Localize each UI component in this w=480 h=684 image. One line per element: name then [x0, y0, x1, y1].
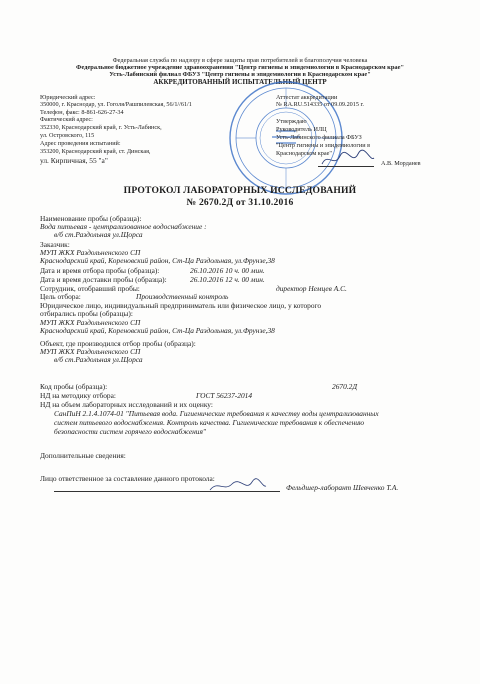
method-label: НД на методику отбора: — [40, 391, 116, 400]
header-line-3: Усть-Лабинский филиал ФБУЗ "Центр гигиены и эпидемиологии в Краснодарском крае" — [109, 71, 371, 78]
sample-name-1: Вода питьевая - централизованное водоснабжение : — [40, 222, 207, 231]
customer-1: МУП ЖКХ Раздольненского СП — [40, 248, 141, 257]
head-line-1: Руководитель ИЛЦ — [276, 126, 327, 133]
responsible-signature-icon — [208, 478, 268, 494]
delivered-label: Дата и время доставки пробы (образца): — [40, 275, 167, 284]
header-line-1: Федеральная служба по надзору в сфере защиты прав потребителей и благополучия человека — [112, 57, 368, 64]
object-1: МУП ЖКХ Раздольненского СП — [40, 347, 141, 356]
legal-address-label: Юридический адрес: — [40, 94, 96, 101]
test-address-2: ул. Кирпичная, 55 "а" — [40, 156, 108, 165]
entity-1: МУП ЖКХ Раздольненского СП — [40, 318, 141, 327]
customer-label: Заказчик: — [40, 240, 70, 249]
accreditation-number: № RA.RU.514335 от 09.09.2015 г. — [276, 101, 364, 108]
header-line-2: Федеральное бюджетное учреждение здравоохранения "Центр гигиены и эпидемиологии в Краснодарском крае" — [76, 64, 404, 71]
sample-name-2: в/б ст.Раздольная ул.Щорса — [54, 230, 143, 239]
accreditation-label: Аттестат аккредитации — [276, 94, 338, 101]
nd-label: НД на объем лабораторных исследований и их оценку: — [40, 400, 213, 409]
method-value: ГОСТ 56237-2014 — [196, 391, 253, 400]
taken-label: Дата и время отбора пробы (образца): — [40, 266, 160, 275]
responsible-value: Фельдшер-лаборант Шевченко Т.А. — [286, 483, 399, 492]
customer-2: Краснодарский край, Кореновский район, Ст-Ца Раздольная, ул.Фрунзе,38 — [40, 256, 275, 265]
legal-address: 350000, г. Краснодар, ул. Гоголя/Рашпилевская, 56/1//61/1 — [40, 101, 192, 108]
approve-label: Утверждаю — [276, 118, 307, 125]
actual-address-label: Фактический адрес: — [40, 116, 93, 123]
head-line-4: Краснодарском крае" — [276, 150, 332, 157]
head-line-3: "Центр гигиены и эпидемиологии в — [276, 142, 371, 149]
object-label: Объект, где производился отбор пробы (образца): — [40, 339, 196, 348]
signature-icon — [320, 148, 376, 170]
signer-name: А.В. Морданев — [381, 160, 421, 167]
entity-2: Краснодарский край, Кореновский район, Ст-Ца Раздольная, ул.Фрунзе,38 — [40, 326, 275, 335]
nd-line-2: систем питьевого водоснабжения. Контроль качества. Гигиенические требования к обеспечению — [54, 418, 365, 427]
actual-address-2: ул. Островского, 115 — [40, 132, 95, 139]
code-label: Код пробы (образца): — [40, 382, 108, 391]
nd-line-3: безопасности систем горячего водоснабжения" — [54, 427, 207, 436]
test-address-1: 353200, Краснодарский край, ст. Динская, — [40, 148, 151, 155]
entity-label-2: отбирались пробы (образцы): — [40, 309, 133, 318]
taken-value: 26.10.2016 10 ч. 00 мин. — [190, 266, 265, 275]
extra-info-label: Дополнительные сведения: — [40, 451, 126, 460]
code-value: 2670.2Д — [332, 382, 358, 391]
header-line-4: АККРЕДИТОВАННЫЙ ИСПЫТАТЕЛЬНЫЙ ЦЕНТР — [153, 78, 327, 86]
employee-value: директор Немцев А.С. — [276, 284, 347, 293]
head-line-2: Усть-Лабинского филиала ФБУЗ — [276, 134, 362, 141]
phone: Телефон, факс: 8-861-626-27-34 — [40, 109, 124, 116]
sample-name-label: Наименование пробы (образца): — [40, 214, 142, 223]
protocol-title: ПРОТОКОЛ ЛАБОРАТОРНЫХ ИССЛЕДОВАНИЙ — [123, 185, 357, 196]
actual-address-1: 352330, Краснодарский край, г. Усть-Лабинск, — [40, 124, 162, 131]
employee-label: Сотрудник, отобравший пробы: — [40, 284, 140, 293]
delivered-value: 26.10.2016 12 ч. 00 мин. — [190, 275, 265, 284]
test-address-label: Адрес проведения испытаний: — [40, 140, 121, 147]
entity-label-1: Юридическое лицо, индивидуальный предприниматель или физическое лицо, у которого — [40, 301, 322, 310]
nd-line-1: СанПиН 2.1.4.1074-01 "Питьевая вода. Гигиенические требования к качеству воды централизованных — [54, 409, 379, 418]
purpose-label: Цель отбора: — [40, 292, 81, 301]
protocol-number: № 2670.2Д от 31.10.2016 — [186, 197, 294, 208]
purpose-value: Производственный контроль — [136, 292, 229, 301]
object-2: в/б ст.Раздольная ул.Щорса — [54, 355, 143, 364]
responsible-label: Лицо ответственное за составление данного протокола: — [40, 474, 215, 483]
